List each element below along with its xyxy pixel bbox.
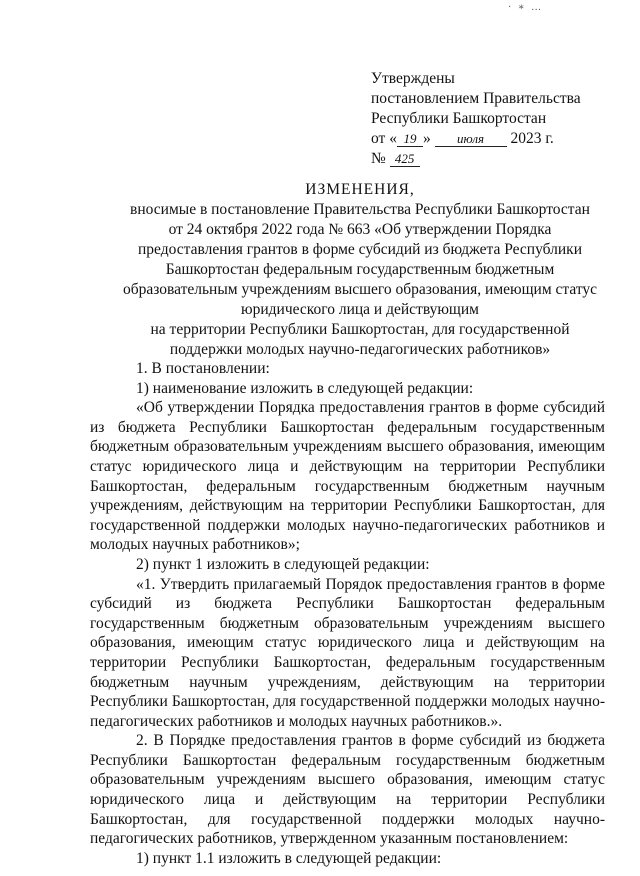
date-month: июля: [435, 132, 507, 147]
date-mid: »: [422, 130, 431, 147]
date-prefix: от «: [371, 130, 397, 147]
paragraph: 1) наименование изложить в следующей редакции:: [136, 379, 474, 397]
date-year: 2023 г.: [510, 130, 554, 147]
paragraph: «Об утверждении Порядка предоставления грантов в форме субсидий из бюджета Республики Башкортостан федеральным государственным бюджетным образовательным учреждениям высшего образования, имеющим статус юридического лица и действующим на территории Республики Башкортостан, федеральным государственным бюджетным научным учреждениям, действующим на территории Республики Башкортостан, для государственной поддержки молодых научно-педагогических работников и молодых научных работников»;: [90, 399, 605, 554]
date-day: 19: [397, 132, 423, 147]
title-line: Башкортостан федеральным государственным бюджетным: [165, 261, 555, 278]
corner-mark: · ∗ …: [508, 2, 544, 13]
title-line: от 24 октября 2022 года № 663 «Об утверждении Порядка: [168, 221, 552, 238]
paragraph: 1) пункт 1.1 изложить в следующей редакции:: [136, 849, 442, 867]
title-line: предоставления грантов в форме субсидий из бюджета Республики: [138, 241, 582, 258]
title-heading: ИЗМЕНЕНИЯ,: [305, 181, 415, 198]
approval-line-1: Утверждены: [371, 70, 455, 87]
number-prefix: №: [371, 150, 386, 167]
title-line: образовательным учреждениям высшего образования, имеющим статус: [122, 281, 598, 298]
approval-block: [371, 69, 631, 169]
document-title: [80, 180, 640, 360]
paragraph: 1. В постановлении:: [136, 360, 270, 377]
title-line: на территории Республики Башкортостан, для государственной: [150, 321, 570, 338]
document-body: [90, 359, 605, 868]
paragraph: 2) пункт 1 изложить в следующей редакции:: [136, 555, 430, 573]
paragraph: «1. Утвердить прилагаемый Порядок предоставления грантов в форме субсидий из бюджета Республики Башкортостан федеральным государственным бюджетным образовательным учреждениям высшего образования, имеющим статус юридического лица и действующим на территории Республики Башкортостан, федеральным государственным бюджетным научным учреждениям, действующим на территории Республики Башкортостан, для государственной поддержки молодых научно-педагогических работников и молодых научных работников.».: [90, 575, 605, 730]
approval-line-3: Республики Башкортостан: [371, 110, 547, 127]
approval-date: [371, 129, 631, 149]
title-line: вносимые в постановление Правительства Республики Башкортостан: [130, 201, 590, 218]
title-line: поддержки молодых научно-педагогических работников»: [169, 341, 551, 358]
approval-number: [371, 149, 631, 169]
number-value: 425: [390, 152, 420, 167]
approval-line-2: постановлением Правительства: [371, 90, 581, 107]
paragraph: 2. В Порядке предоставления грантов в форме субсидий из бюджета Республики Башкортостан федеральным государственным бюджетным образовательным учреждениям высшего образования, имеющим статус юридического лица и действующим на территории Республики Башкортостан, для государственной поддержки молодых научно-педагогических работников, утвержденном указанным постановлением:: [90, 732, 605, 848]
title-line: юридического лица и действующим: [241, 301, 479, 318]
